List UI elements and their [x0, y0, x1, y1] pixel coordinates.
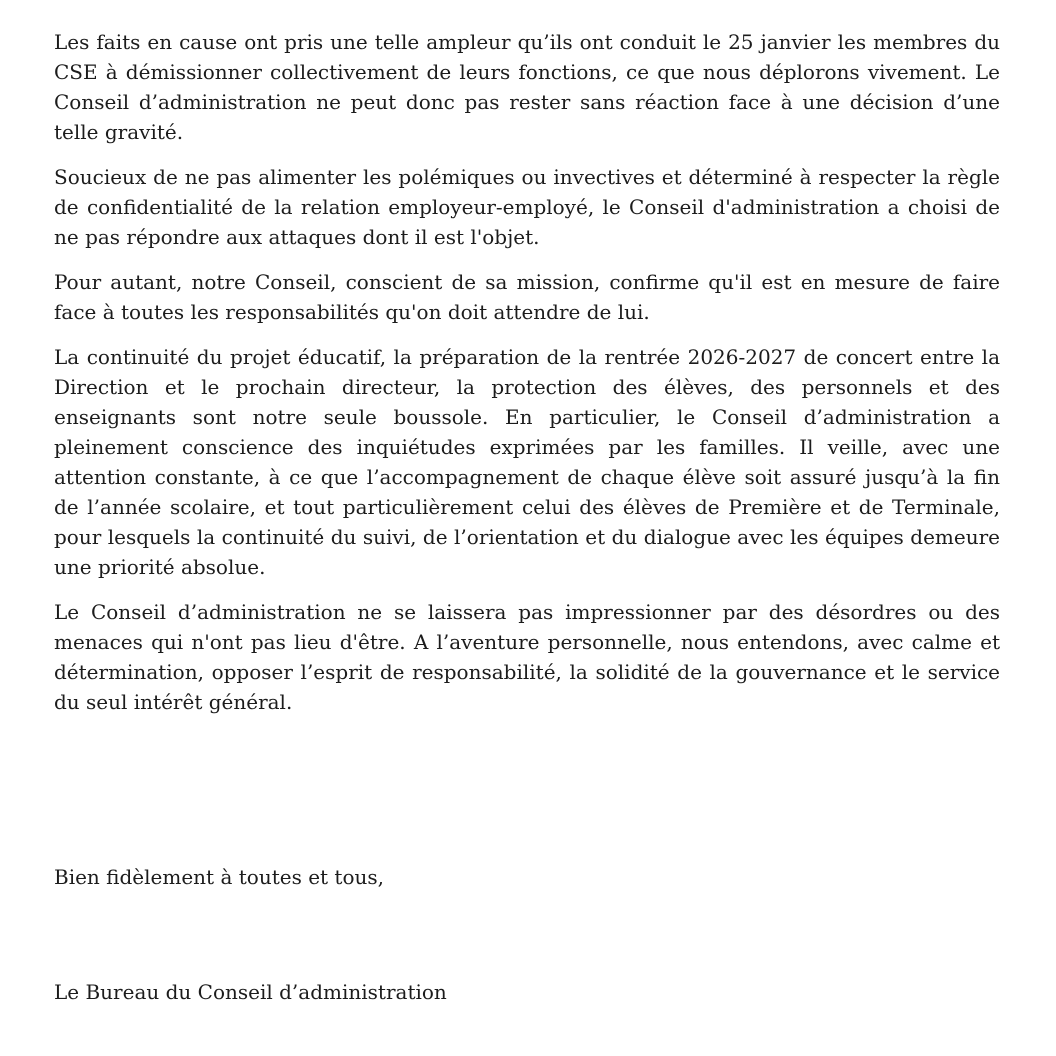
- paragraph-1: Les faits en cause ont pris une telle ampleur qu’ils ont conduit le 25 janvier les membres du CSE à démissionner collectivement de leurs fonctions, ce que nous déplorons vivement. Le Conseil d’administration ne peut donc pas rester sans réaction face à une décision d’une telle gravité.: [54, 30, 1000, 144]
- paragraph-2: Soucieux de ne pas alimenter les polémiques ou invectives et déterminé à respecter la règle de confidentialité de la relation employeur-employé, le Conseil d'administration a choisi de ne pas répondre aux attaques dont il est l'objet.: [54, 165, 1000, 249]
- paragraph-5: Le Conseil d’administration ne se laissera pas impressionner par des désordres ou des menaces qui n'ont pas lieu d'être. A l’aventure personnelle, nous entendons, avec calme et détermination, opposer l’esprit de responsabilité, la solidité de la gouvernance et le service du seul intérêt général.: [54, 600, 1000, 714]
- signature-line: Le Bureau du Conseil d’administration: [54, 980, 447, 1004]
- paragraph-3: Pour autant, notre Conseil, conscient de sa mission, confirme qu'il est en mesure de faire face à toutes les responsabilités qu'on doit attendre de lui.: [54, 270, 1000, 324]
- closing-line: Bien fidèlement à toutes et tous,: [54, 865, 384, 889]
- paragraph-4: La continuité du projet éducatif, la préparation de la rentrée 2026-2027 de concert entre la Direction et le prochain directeur, la protection des élèves, des personnels et des enseignants sont notre seule boussole. En particulier, le Conseil d’administration a pleinement conscience des inquiétudes exprimées par les familles. Il veille, avec une attention constante, à ce que l’accompagnement de chaque élève soit assuré jusqu’à la fin de l’année scolaire, et tout particulièrement celui des élèves de Première et de Terminale, pour lesquels la continuité du suivi, de l’orientation et du dialogue avec les équipes demeure une priorité absolue.: [54, 345, 1000, 579]
